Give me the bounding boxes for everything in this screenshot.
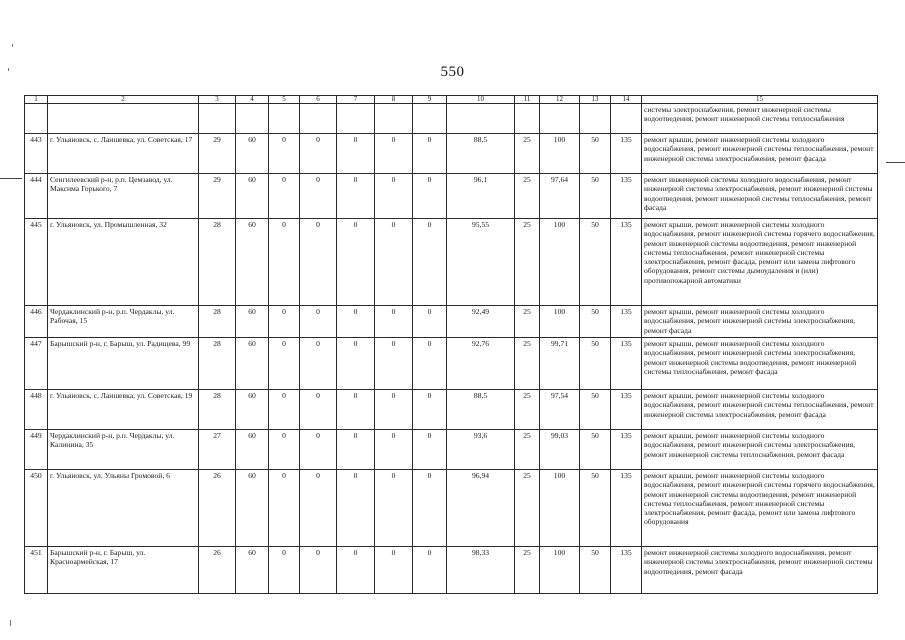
- continuation-row: [25, 104, 878, 134]
- row-number-cell: 446: [25, 306, 48, 338]
- table-cell: 0: [413, 306, 447, 338]
- table-cell: 135: [611, 430, 642, 470]
- table-cell: 25: [515, 306, 540, 338]
- table-cell: 60: [236, 306, 269, 338]
- column-number: 11: [515, 96, 540, 104]
- table-cell: 28: [199, 306, 236, 338]
- table-cell: [375, 104, 413, 134]
- table-cell: 29: [199, 134, 236, 174]
- column-number-row: [25, 96, 878, 104]
- table-cell: 0: [269, 134, 300, 174]
- table-cell: 100: [540, 306, 580, 338]
- table-cell: 96,94: [447, 470, 515, 547]
- scan-speck: [10, 620, 11, 626]
- table-cell: 60: [236, 338, 269, 390]
- address-cell: г. Ульяновск, с. Лаишевка, ул. Советская, 19: [48, 390, 199, 430]
- table-cell: [413, 104, 447, 134]
- table-cell: 0: [300, 470, 337, 547]
- table-cell: 28: [199, 219, 236, 306]
- scan-mark-right: [886, 162, 905, 163]
- table-cell: 0: [269, 174, 300, 219]
- row-number-cell: 449: [25, 430, 48, 470]
- table-cell: 135: [611, 390, 642, 430]
- address-cell: Барышский р-н, г. Барыш, ул. Красноармейская, 17: [48, 547, 199, 594]
- column-number: 9: [413, 96, 447, 104]
- table-cell: 26: [199, 547, 236, 594]
- table-cell: 25: [515, 338, 540, 390]
- column-number: 3: [199, 96, 236, 104]
- address-cell: Чердаклинский р-н, р.п. Чердаклы, ул. Рабочая, 15: [48, 306, 199, 338]
- scan-speck: [12, 44, 13, 47]
- table-cell: 50: [580, 219, 611, 306]
- table-cell: 100: [540, 547, 580, 594]
- table-cell: 0: [300, 134, 337, 174]
- table-cell: 0: [375, 219, 413, 306]
- table-cell: 135: [611, 134, 642, 174]
- table-cell: 0: [413, 547, 447, 594]
- works-cell: ремонт крыши, ремонт инженерной системы холодного водоснабжения, ремонт инженерной системы электроснабжения, ремонт фасада: [642, 306, 878, 338]
- column-number: 13: [580, 96, 611, 104]
- works-cell: ремонт крыши, ремонт инженерной системы холодного водоснабжения, ремонт инженерной системы электроснабжения, ремонт инженерной системы водоотведения, ремонт инженерной системы теплоснабжения, ремонт фасада: [642, 338, 878, 390]
- table-cell: [48, 104, 199, 134]
- table-cell: 0: [375, 430, 413, 470]
- table-cell: 50: [580, 134, 611, 174]
- table-row: [25, 547, 878, 594]
- table-cell: 25: [515, 430, 540, 470]
- page-number: 550: [440, 64, 465, 80]
- table-cell: 0: [269, 547, 300, 594]
- works-cell: ремонт крыши, ремонт инженерной системы холодного водоснабжения, ремонт инженерной системы горячего водоснабжения, ремонт инженерной системы водоотведения, ремонт инженерной системы теплоснабжения, ремонт инженерной системы электроснабжения, ремонт фасада, ремонт или замена лифтового оборудования: [642, 470, 878, 547]
- table-cell: [447, 104, 515, 134]
- table-row: [25, 174, 878, 219]
- address-cell: Барышский р-н, г. Барыш, ул. Радищева, 99: [48, 338, 199, 390]
- address-cell: г. Ульяновск, с. Лаишевка, ул. Советская, 17: [48, 134, 199, 174]
- table-cell: 60: [236, 174, 269, 219]
- table-cell: 0: [375, 306, 413, 338]
- table-cell: 0: [337, 174, 375, 219]
- table-cell: 0: [413, 174, 447, 219]
- table-cell: 60: [236, 134, 269, 174]
- table-cell: 50: [580, 390, 611, 430]
- table-cell: 0: [337, 390, 375, 430]
- works-cell: ремонт крыши, ремонт инженерной системы холодного водоснабжения, ремонт инженерной системы теплоснабжения, ремонт инженерной системы электроснабжения, ремонт фасада: [642, 134, 878, 174]
- row-number-cell: 451: [25, 547, 48, 594]
- table-cell: 25: [515, 134, 540, 174]
- table-cell: [540, 104, 580, 134]
- table-cell: 0: [337, 134, 375, 174]
- works-cell: ремонт крыши, ремонт инженерной системы холодного водоснабжения, ремонт инженерной системы горячего водоснабжения, ремонт инженерной системы водоотведения, ремонт инженерной системы теплоснабжения, ремонт инженерной системы электроснабжения, ремонт фасада, ремонт или замена лифтового оборудования, ремонт системы дымоудаления и (или) противопожарной автоматики: [642, 219, 878, 306]
- table-cell: 0: [413, 219, 447, 306]
- column-number: 8: [375, 96, 413, 104]
- table-cell: 135: [611, 338, 642, 390]
- column-number: 4: [236, 96, 269, 104]
- table-cell: 88,5: [447, 390, 515, 430]
- works-cell: ремонт инженерной системы холодного водоснабжения, ремонт инженерной системы электроснабжения, ремонт инженерной системы водоотведения, ремонт фасада: [642, 547, 878, 594]
- table-cell: 92,49: [447, 306, 515, 338]
- scan-speck: [8, 68, 9, 71]
- table-cell: 135: [611, 174, 642, 219]
- table-cell: 0: [300, 430, 337, 470]
- table-cell: 0: [413, 390, 447, 430]
- table-cell: 60: [236, 547, 269, 594]
- table-cell: 135: [611, 306, 642, 338]
- table-cell: [611, 104, 642, 134]
- table-cell: 50: [580, 338, 611, 390]
- table-cell: 50: [580, 430, 611, 470]
- column-number: 10: [447, 96, 515, 104]
- table-cell: 135: [611, 470, 642, 547]
- row-number-cell: 447: [25, 338, 48, 390]
- address-cell: г. Ульяновск, ул. Ульяны Громовой, 6: [48, 470, 199, 547]
- table-cell: 0: [375, 390, 413, 430]
- table-cell: 0: [269, 470, 300, 547]
- table-cell: [580, 104, 611, 134]
- table-row: [25, 470, 878, 547]
- table-cell: 135: [611, 547, 642, 594]
- table-cell: 0: [300, 174, 337, 219]
- table-cell: 0: [375, 470, 413, 547]
- table-cell: 135: [611, 219, 642, 306]
- register-table: [24, 95, 878, 594]
- table-cell: 0: [337, 219, 375, 306]
- table-cell: 25: [515, 390, 540, 430]
- table-row: [25, 430, 878, 470]
- works-cell: ремонт крыши, ремонт инженерной системы холодного водоснабжения, ремонт инженерной системы теплоснабжения, ремонт инженерной системы электроснабжения, ремонт фасада: [642, 390, 878, 430]
- table-cell: 0: [337, 547, 375, 594]
- table-cell: 28: [199, 390, 236, 430]
- table-cell: 0: [375, 174, 413, 219]
- table-cell: 60: [236, 470, 269, 547]
- table-cell: 100: [540, 470, 580, 547]
- table-cell: 50: [580, 174, 611, 219]
- table-row: [25, 134, 878, 174]
- table-cell: 0: [300, 390, 337, 430]
- table-cell: 93,6: [447, 430, 515, 470]
- table-cell: 0: [300, 219, 337, 306]
- table-cell: 96,1: [447, 174, 515, 219]
- table-cell: 0: [300, 547, 337, 594]
- address-cell: Сенгилеевский р-н, р.п. Цемзавод, ул. Максима Горького, 7: [48, 174, 199, 219]
- column-number: 14: [611, 96, 642, 104]
- table-cell: 0: [375, 134, 413, 174]
- works-cell: ремонт крыши, ремонт инженерной системы холодного водоснабжения, ремонт инженерной системы электроснабжения, ремонт инженерной системы теплоснабжения, ремонт фасада: [642, 430, 878, 470]
- works-cell: ремонт инженерной системы холодного водоснабжения, ремонт инженерной системы электроснабжения, ремонт инженерной системы водоотведения, ремонт инженерной системы теплоснабжения, ремонт фасада: [642, 174, 878, 219]
- table-cell: [300, 104, 337, 134]
- row-number-cell: 448: [25, 390, 48, 430]
- table-cell: 0: [269, 338, 300, 390]
- row-number-cell: 450: [25, 470, 48, 547]
- table-row: [25, 338, 878, 390]
- row-number-cell: 445: [25, 219, 48, 306]
- table-cell: 0: [337, 470, 375, 547]
- table-cell: 100: [540, 219, 580, 306]
- column-number: 15: [642, 96, 878, 104]
- column-number: 12: [540, 96, 580, 104]
- table-cell: [269, 104, 300, 134]
- table-cell: 92,76: [447, 338, 515, 390]
- table-cell: 0: [269, 430, 300, 470]
- table-cell: [236, 104, 269, 134]
- table-cell: 0: [375, 338, 413, 390]
- row-number-cell: 443: [25, 134, 48, 174]
- table-cell: 60: [236, 390, 269, 430]
- table-cell: [337, 104, 375, 134]
- table-cell: 0: [269, 219, 300, 306]
- table-cell: 25: [515, 547, 540, 594]
- row-number-cell: 444: [25, 174, 48, 219]
- table-row: [25, 390, 878, 430]
- table-row: [25, 306, 878, 338]
- address-cell: г. Ульяновск, ул. Промышленная, 32: [48, 219, 199, 306]
- table-cell: 97,54: [540, 390, 580, 430]
- table-cell: 50: [580, 306, 611, 338]
- table-cell: [199, 104, 236, 134]
- table-cell: 99,03: [540, 430, 580, 470]
- table-cell: 0: [300, 306, 337, 338]
- column-number: 7: [337, 96, 375, 104]
- table-cell: 0: [300, 338, 337, 390]
- table-row: [25, 219, 878, 306]
- table-cell: 97,64: [540, 174, 580, 219]
- table-cell: 0: [337, 430, 375, 470]
- column-number: 5: [269, 96, 300, 104]
- table-cell: 0: [269, 390, 300, 430]
- table-cell: 0: [269, 306, 300, 338]
- table-cell: 98,33: [447, 547, 515, 594]
- table-cell: 88,5: [447, 134, 515, 174]
- scan-mark-left: [0, 178, 22, 179]
- table-cell: 0: [413, 338, 447, 390]
- table-cell: 0: [413, 470, 447, 547]
- table-cell: 100: [540, 134, 580, 174]
- table-cell: [25, 104, 48, 134]
- column-number: 6: [300, 96, 337, 104]
- table-cell: 99,71: [540, 338, 580, 390]
- table-cell: 27: [199, 430, 236, 470]
- table-cell: 50: [580, 547, 611, 594]
- table-cell: 0: [413, 134, 447, 174]
- table-cell: 60: [236, 219, 269, 306]
- table-cell: 25: [515, 470, 540, 547]
- table-cell: 0: [375, 547, 413, 594]
- column-number: 1: [25, 96, 48, 104]
- table-cell: 0: [337, 338, 375, 390]
- table-cell: [515, 104, 540, 134]
- table-cell: 29: [199, 174, 236, 219]
- table-cell: 95,55: [447, 219, 515, 306]
- table-cell: 25: [515, 174, 540, 219]
- table-cell: 0: [413, 430, 447, 470]
- table-cell: 26: [199, 470, 236, 547]
- works-cell: системы электроснабжения, ремонт инженерной системы водоотведения, ремонт инженерной системы теплоснабжения: [642, 104, 878, 134]
- table-cell: 60: [236, 430, 269, 470]
- table-cell: 0: [337, 306, 375, 338]
- table-cell: 50: [580, 470, 611, 547]
- table-cell: 28: [199, 338, 236, 390]
- column-number: 2: [48, 96, 199, 104]
- address-cell: Чердаклинский р-н, р.п. Чердаклы, ул. Калинина, 35: [48, 430, 199, 470]
- table-cell: 25: [515, 219, 540, 306]
